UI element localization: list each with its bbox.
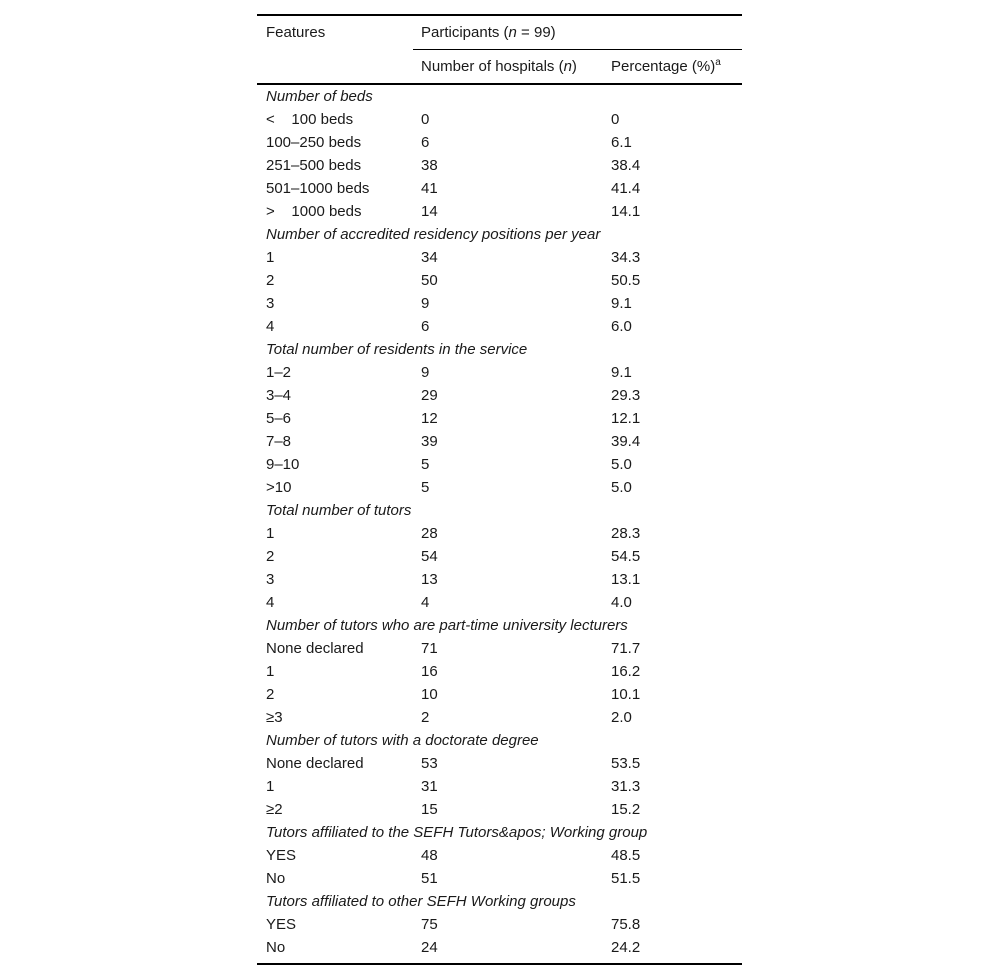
percentage-value: 16.2 — [611, 663, 641, 680]
header-hospitals-pre: Number of hospitals ( — [421, 58, 564, 75]
hospitals-count: 38 — [421, 157, 438, 174]
row-label: 4 — [266, 594, 275, 611]
table-row — [257, 200, 742, 223]
row-label: ≥2 — [266, 801, 283, 818]
row-label: 1 — [266, 525, 275, 542]
hospitals-count: 28 — [421, 525, 438, 542]
table-row — [257, 522, 742, 545]
header-participants-post: = 99) — [516, 23, 556, 41]
percentage-value: 50.5 — [611, 272, 641, 289]
table-row — [257, 637, 742, 660]
percentage-value: 2.0 — [611, 709, 632, 726]
table-row — [257, 683, 742, 706]
study-features-table — [257, 14, 742, 965]
row-label: 501–1000 beds — [266, 180, 370, 197]
header-percentage-text: Percentage (%) — [611, 58, 716, 75]
hospitals-count: 14 — [421, 203, 438, 220]
table-row — [257, 177, 742, 200]
percentage-value: 53.5 — [611, 755, 641, 772]
header-percentage-footnote-marker: a — [715, 57, 721, 68]
row-label: 1 — [266, 778, 275, 795]
header-features: Features — [266, 23, 326, 41]
row-label: YES — [266, 847, 297, 864]
table-row — [257, 568, 742, 591]
row-label: 100–250 beds — [266, 134, 362, 151]
row-label: YES — [266, 916, 297, 933]
row-label: 7–8 — [266, 433, 292, 450]
table-body — [257, 85, 742, 959]
row-label: 4 — [266, 318, 275, 335]
section-title: Number of tutors with a doctorate degree — [266, 732, 539, 749]
row-label: 1 — [266, 663, 275, 680]
percentage-value: 4.0 — [611, 594, 632, 611]
table-header-row-1 — [257, 16, 742, 49]
table-row — [257, 292, 742, 315]
row-label: 3 — [266, 571, 275, 588]
row-label: No — [266, 939, 286, 956]
hospitals-count: 5 — [421, 479, 430, 496]
hospitals-count: 34 — [421, 249, 438, 266]
section-title: Tutors affiliated to the SEFH Tutors&apos; Working group — [266, 824, 648, 841]
table-row — [257, 453, 742, 476]
percentage-value: 41.4 — [611, 180, 641, 197]
row-label: ≥3 — [266, 709, 283, 726]
hospitals-count: 4 — [421, 594, 430, 611]
row-label: 5–6 — [266, 410, 292, 427]
percentage-value: 9.1 — [611, 295, 632, 312]
table-row — [257, 108, 742, 131]
hospitals-count: 6 — [421, 134, 430, 151]
hospitals-count: 16 — [421, 663, 438, 680]
hospitals-count: 54 — [421, 548, 438, 565]
hospitals-count: 6 — [421, 318, 430, 335]
hospitals-count: 10 — [421, 686, 438, 703]
section-title: Total number of residents in the service — [266, 341, 528, 358]
hospitals-count: 29 — [421, 387, 438, 404]
table-row — [257, 591, 742, 614]
table-row — [257, 131, 742, 154]
hospitals-count: 0 — [421, 111, 430, 128]
header-percentage — [611, 58, 742, 75]
percentage-value: 15.2 — [611, 801, 641, 818]
row-label: 1–2 — [266, 364, 292, 381]
hospitals-count: 31 — [421, 778, 438, 795]
table-row — [257, 706, 742, 729]
row-label: None declared — [266, 755, 364, 772]
header-participants — [421, 24, 742, 41]
table-row — [257, 269, 742, 292]
percentage-value: 39.4 — [611, 433, 641, 450]
section-title: Number of beds — [266, 88, 373, 105]
hospitals-count: 71 — [421, 640, 438, 657]
table-row — [257, 476, 742, 499]
percentage-value: 14.1 — [611, 203, 641, 220]
hospitals-count: 39 — [421, 433, 438, 450]
percentage-value: 5.0 — [611, 479, 632, 496]
table-row — [257, 154, 742, 177]
hospitals-count: 12 — [421, 410, 438, 427]
header-hospitals-n-italic: n — [563, 58, 572, 75]
hospitals-count: 9 — [421, 295, 430, 312]
percentage-value: 29.3 — [611, 387, 641, 404]
hospitals-count: 2 — [421, 709, 430, 726]
percentage-value: 13.1 — [611, 571, 641, 588]
row-label: No — [266, 870, 286, 887]
row-label: None declared — [266, 640, 364, 657]
percentage-value: 71.7 — [611, 640, 641, 657]
table-row — [257, 775, 742, 798]
hospitals-count: 51 — [421, 870, 438, 887]
table-header-row-2 — [257, 50, 742, 83]
hospitals-count: 75 — [421, 916, 438, 933]
section-title: Number of accredited residency positions per year — [266, 226, 601, 243]
percentage-value: 10.1 — [611, 686, 641, 703]
table-row — [257, 315, 742, 338]
percentage-value: 24.2 — [611, 939, 641, 956]
percentage-value: 31.3 — [611, 778, 641, 795]
row-label: 3–4 — [266, 387, 292, 404]
header-hospitals-post: ) — [571, 58, 577, 75]
row-label: 2 — [266, 686, 275, 703]
hospitals-count: 9 — [421, 364, 430, 381]
percentage-value: 28.3 — [611, 525, 641, 542]
row-label: 9–10 — [266, 456, 300, 473]
table-row — [257, 798, 742, 821]
table-row — [257, 867, 742, 890]
percentage-value: 0 — [611, 111, 620, 128]
row-label: 2 — [266, 548, 275, 565]
percentage-value: 38.4 — [611, 157, 641, 174]
row-label: 3 — [266, 295, 275, 312]
hospitals-count: 53 — [421, 755, 438, 772]
row-label: 251–500 beds — [266, 157, 362, 174]
percentage-value: 48.5 — [611, 847, 641, 864]
section-title: Number of tutors who are part-time university lecturers — [266, 617, 628, 634]
table-row — [257, 384, 742, 407]
hospitals-count: 15 — [421, 801, 438, 818]
percentage-value: 6.0 — [611, 318, 632, 335]
row-label: > 1000 beds — [266, 203, 362, 220]
percentage-value: 34.3 — [611, 249, 641, 266]
section-title: Tutors affiliated to other SEFH Working groups — [266, 893, 576, 910]
percentage-value: 9.1 — [611, 364, 632, 381]
table-row — [257, 246, 742, 269]
row-label: 2 — [266, 272, 275, 289]
table-row — [257, 844, 742, 867]
percentage-value: 75.8 — [611, 916, 641, 933]
row-label: < 100 beds — [266, 111, 354, 128]
table-row — [257, 361, 742, 384]
header-participants-n-italic: n — [508, 23, 517, 41]
hospitals-count: 24 — [421, 939, 438, 956]
table-row — [257, 430, 742, 453]
table-row — [257, 660, 742, 683]
section-title: Total number of tutors — [266, 502, 412, 519]
percentage-value: 54.5 — [611, 548, 641, 565]
table-row — [257, 936, 742, 959]
table-row — [257, 913, 742, 936]
header-participants-pre: Participants ( — [421, 23, 509, 41]
hospitals-count: 5 — [421, 456, 430, 473]
hospitals-count: 13 — [421, 571, 438, 588]
row-label: 1 — [266, 249, 275, 266]
table-row — [257, 752, 742, 775]
table-row — [257, 407, 742, 430]
hospitals-count: 41 — [421, 180, 438, 197]
percentage-value: 5.0 — [611, 456, 632, 473]
header-number-of-hospitals — [421, 58, 611, 75]
table-row — [257, 545, 742, 568]
hospitals-count: 48 — [421, 847, 438, 864]
table-bottom-rule — [257, 963, 742, 965]
row-label: >10 — [266, 479, 292, 496]
percentage-value: 51.5 — [611, 870, 641, 887]
percentage-value: 6.1 — [611, 134, 632, 151]
hospitals-count: 50 — [421, 272, 438, 289]
percentage-value: 12.1 — [611, 410, 641, 427]
